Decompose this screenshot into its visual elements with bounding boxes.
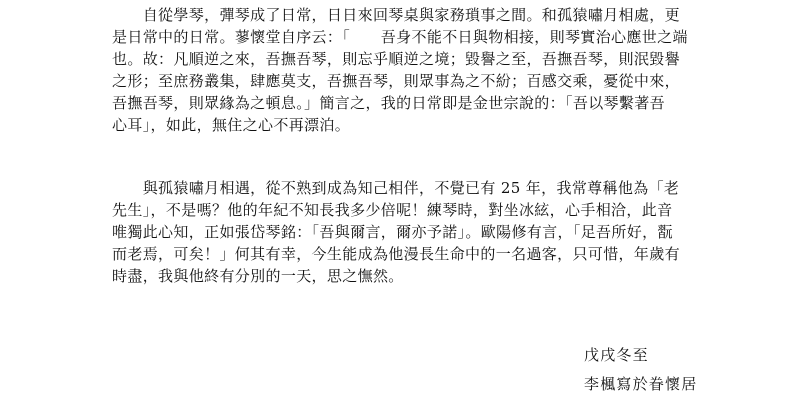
text-line: 唯獨此心知，正如張岱琴銘：「吾與爾言，爾亦予諾」。歐陽修有言，「足吾所好，翫 <box>112 223 673 241</box>
text-line: 也。故：凡順逆之來，吾撫吾琴，則忘乎順逆之境；毀譽之至，吾撫吾琴，則泯毀譽 <box>112 50 680 68</box>
paragraph-2 <box>112 177 680 287</box>
text-line: 心耳」，如此，無住之心不再漂泊。 <box>112 116 351 134</box>
text-line: 時盡，我與他終有分別的一天，思之憮然。 <box>112 267 404 285</box>
text-line: 之形；至庶務叢集，肆應莫支，吾撫吾琴，則眾事為之不紛；百感交乘，憂從中來， <box>112 72 680 90</box>
text-line: 與孤猿嘯月相遇，從不熟到成為知己相伴，不覺已有 25 年，我常尊稱他為「老 <box>112 179 680 197</box>
text-line: 吾撫吾琴，則眾緣為之頓息。」簡言之，我的日常即是金世宗說的：「吾以琴繫著吾 <box>112 94 665 112</box>
text-line: 自從學琴，彈琴成了日常，日日來回琴桌與家務瑣事之間。和孤猿嘯月相處，更 <box>112 6 680 24</box>
signature-author: 李楓寫於眷懷居 <box>584 375 698 393</box>
text-line: 先生」，不是嗎？他的年紀不知長我多少倍呢！練琴時，對坐冰絃，心手相洽，此音 <box>112 201 673 219</box>
text-line: 是日常中的日常。蓼懷堂自序云：「 吾身不能不日與物相接，則琴實治心應世之端 <box>112 28 688 46</box>
text-line: 而老焉，可矣！」何其有幸，今生能成為他漫長生命中的一名過客，只可惜，年歲有 <box>112 245 680 263</box>
signature-date: 戊戌冬至 <box>584 346 649 364</box>
paragraph-1 <box>112 4 688 136</box>
